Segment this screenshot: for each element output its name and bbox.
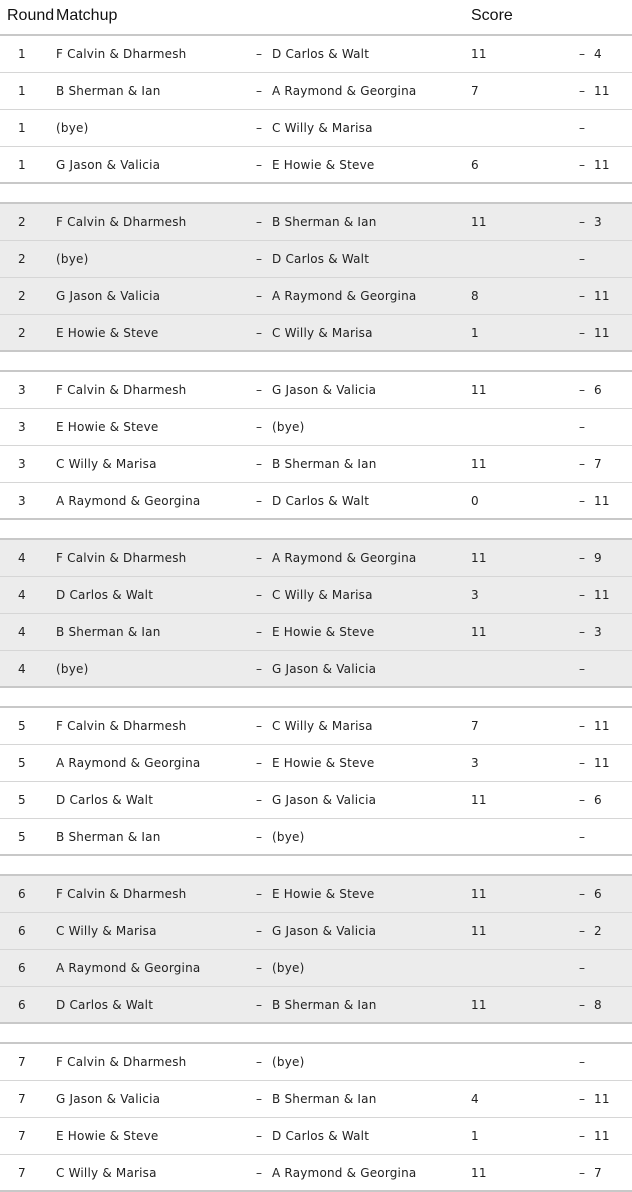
round-cell: 3: [18, 494, 26, 508]
score-separator: –: [579, 625, 586, 639]
score-b-cell: 11: [594, 158, 610, 172]
team-b-cell: B Sherman & Ian: [272, 457, 377, 471]
matchup-separator: –: [256, 494, 263, 508]
table-row: [0, 446, 632, 483]
score-a-cell: 11: [471, 551, 487, 565]
table-row: [0, 315, 632, 352]
team-a-cell: D Carlos & Walt: [56, 998, 154, 1012]
table-row: [0, 409, 632, 446]
score-separator: –: [579, 1129, 586, 1143]
team-a-cell: A Raymond & Georgina: [56, 756, 201, 770]
team-a-cell: F Calvin & Dharmesh: [56, 383, 187, 397]
team-a-cell: D Carlos & Walt: [56, 793, 154, 807]
score-b-cell: 11: [594, 756, 610, 770]
score-separator: –: [579, 326, 586, 340]
score-a-cell: 0: [471, 494, 479, 508]
team-a-cell: A Raymond & Georgina: [56, 961, 201, 975]
table-row: [0, 483, 632, 520]
score-separator: –: [579, 84, 586, 98]
team-a-cell: D Carlos & Walt: [56, 588, 154, 602]
team-a-cell: A Raymond & Georgina: [56, 494, 201, 508]
score-a-cell: 3: [471, 588, 479, 602]
round-group: [0, 202, 632, 352]
score-separator: –: [579, 121, 586, 135]
team-a-cell: C Willy & Marisa: [56, 924, 157, 938]
table-row: [0, 1081, 632, 1118]
score-b-cell: 6: [594, 383, 602, 397]
team-a-cell: G Jason & Valicia: [56, 1092, 161, 1106]
matchup-separator: –: [256, 121, 263, 135]
team-a-cell: F Calvin & Dharmesh: [56, 47, 187, 61]
schedule-table: [0, 34, 632, 1192]
team-b-cell: (bye): [272, 1055, 305, 1069]
score-a-cell: 11: [471, 924, 487, 938]
team-a-cell: E Howie & Steve: [56, 420, 159, 434]
score-b-cell: 11: [594, 289, 610, 303]
score-a-cell: 11: [471, 1166, 487, 1180]
table-row: [0, 1118, 632, 1155]
team-b-cell: C Willy & Marisa: [272, 121, 373, 135]
team-b-cell: (bye): [272, 830, 305, 844]
table-row: [0, 651, 632, 688]
score-b-cell: 11: [594, 588, 610, 602]
matchup-separator: –: [256, 551, 263, 565]
round-cell: 1: [18, 121, 26, 135]
score-a-cell: 11: [471, 47, 487, 61]
matchup-separator: –: [256, 1129, 263, 1143]
score-a-cell: 11: [471, 793, 487, 807]
table-row: [0, 36, 632, 73]
round-column-header: Round: [7, 7, 55, 24]
matchup-separator: –: [256, 830, 263, 844]
team-a-cell: C Willy & Marisa: [56, 457, 157, 471]
score-separator: –: [579, 756, 586, 770]
table-row: [0, 577, 632, 614]
table-row: [0, 540, 632, 577]
matchup-column-header: Matchup: [56, 7, 118, 24]
team-b-cell: A Raymond & Georgina: [272, 84, 417, 98]
round-cell: 6: [18, 961, 26, 975]
matchup-separator: –: [256, 887, 263, 901]
score-a-cell: 6: [471, 158, 479, 172]
team-b-cell: E Howie & Steve: [272, 887, 375, 901]
team-a-cell: G Jason & Valicia: [56, 158, 161, 172]
table-row: [0, 110, 632, 147]
score-separator: –: [579, 961, 586, 975]
matchup-separator: –: [256, 457, 263, 471]
round-spacer: [0, 352, 632, 370]
matchup-separator: –: [256, 215, 263, 229]
score-separator: –: [579, 47, 586, 61]
score-separator: –: [579, 662, 586, 676]
matchup-separator: –: [256, 961, 263, 975]
matchup-separator: –: [256, 1166, 263, 1180]
matchup-separator: –: [256, 588, 263, 602]
score-a-cell: 3: [471, 756, 479, 770]
score-separator: –: [579, 383, 586, 397]
table-row: [0, 1044, 632, 1081]
score-a-cell: 11: [471, 625, 487, 639]
score-column-header: Score: [471, 7, 513, 24]
table-row: [0, 147, 632, 184]
matchup-separator: –: [256, 793, 263, 807]
round-group: [0, 706, 632, 856]
team-b-cell: D Carlos & Walt: [272, 494, 370, 508]
team-b-cell: E Howie & Steve: [272, 158, 375, 172]
score-separator: –: [579, 1055, 586, 1069]
score-b-cell: 11: [594, 1092, 610, 1106]
team-b-cell: A Raymond & Georgina: [272, 1166, 417, 1180]
table-row: [0, 614, 632, 651]
score-a-cell: 11: [471, 887, 487, 901]
round-cell: 3: [18, 383, 26, 397]
score-b-cell: 3: [594, 215, 602, 229]
team-a-cell: B Sherman & Ian: [56, 625, 161, 639]
score-a-cell: 4: [471, 1092, 479, 1106]
score-separator: –: [579, 1166, 586, 1180]
score-separator: –: [579, 924, 586, 938]
team-a-cell: F Calvin & Dharmesh: [56, 215, 187, 229]
round-group: [0, 538, 632, 688]
table-row: [0, 876, 632, 913]
score-separator: –: [579, 457, 586, 471]
team-a-cell: (bye): [56, 662, 89, 676]
round-cell: 6: [18, 887, 26, 901]
table-row: [0, 708, 632, 745]
score-a-cell: 1: [471, 326, 479, 340]
team-b-cell: C Willy & Marisa: [272, 588, 373, 602]
team-b-cell: B Sherman & Ian: [272, 1092, 377, 1106]
score-a-cell: 7: [471, 84, 479, 98]
round-cell: 3: [18, 457, 26, 471]
round-cell: 5: [18, 756, 26, 770]
round-spacer: [0, 688, 632, 706]
round-cell: 2: [18, 289, 26, 303]
round-group: [0, 874, 632, 1024]
score-b-cell: 3: [594, 625, 602, 639]
matchup-separator: –: [256, 719, 263, 733]
score-b-cell: 6: [594, 793, 602, 807]
matchup-separator: –: [256, 1055, 263, 1069]
round-cell: 3: [18, 420, 26, 434]
team-a-cell: (bye): [56, 121, 89, 135]
score-separator: –: [579, 289, 586, 303]
matchup-separator: –: [256, 420, 263, 434]
score-b-cell: 4: [594, 47, 602, 61]
round-cell: 6: [18, 998, 26, 1012]
score-a-cell: 11: [471, 998, 487, 1012]
score-b-cell: 8: [594, 998, 602, 1012]
team-a-cell: C Willy & Marisa: [56, 1166, 157, 1180]
round-cell: 4: [18, 588, 26, 602]
score-b-cell: 7: [594, 457, 602, 471]
team-b-cell: G Jason & Valicia: [272, 793, 377, 807]
team-b-cell: G Jason & Valicia: [272, 924, 377, 938]
round-cell: 1: [18, 47, 26, 61]
round-cell: 7: [18, 1092, 26, 1106]
table-row: [0, 241, 632, 278]
matchup-separator: –: [256, 47, 263, 61]
round-spacer: [0, 1024, 632, 1042]
team-b-cell: E Howie & Steve: [272, 756, 375, 770]
table-row: [0, 204, 632, 241]
score-separator: –: [579, 887, 586, 901]
matchup-separator: –: [256, 1092, 263, 1106]
team-b-cell: (bye): [272, 961, 305, 975]
round-spacer: [0, 184, 632, 202]
team-a-cell: F Calvin & Dharmesh: [56, 887, 187, 901]
round-cell: 7: [18, 1166, 26, 1180]
team-b-cell: B Sherman & Ian: [272, 215, 377, 229]
matchup-separator: –: [256, 998, 263, 1012]
team-b-cell: G Jason & Valicia: [272, 662, 377, 676]
score-a-cell: 8: [471, 289, 479, 303]
score-a-cell: 11: [471, 457, 487, 471]
score-b-cell: 2: [594, 924, 602, 938]
round-cell: 2: [18, 326, 26, 340]
score-separator: –: [579, 588, 586, 602]
score-separator: –: [579, 1092, 586, 1106]
round-group: [0, 1042, 632, 1192]
score-b-cell: 7: [594, 1166, 602, 1180]
score-b-cell: 11: [594, 719, 610, 733]
score-b-cell: 9: [594, 551, 602, 565]
round-cell: 4: [18, 625, 26, 639]
matchup-separator: –: [256, 383, 263, 397]
matchup-separator: –: [256, 625, 263, 639]
team-b-cell: D Carlos & Walt: [272, 47, 370, 61]
score-a-cell: 11: [471, 215, 487, 229]
team-b-cell: A Raymond & Georgina: [272, 289, 417, 303]
matchup-separator: –: [256, 662, 263, 676]
team-a-cell: B Sherman & Ian: [56, 84, 161, 98]
score-a-cell: 1: [471, 1129, 479, 1143]
score-b-cell: 6: [594, 887, 602, 901]
team-a-cell: F Calvin & Dharmesh: [56, 551, 187, 565]
round-cell: 2: [18, 252, 26, 266]
round-group: [0, 370, 632, 520]
score-separator: –: [579, 551, 586, 565]
table-row: [0, 745, 632, 782]
score-separator: –: [579, 252, 586, 266]
table-row: [0, 987, 632, 1024]
table-row: [0, 278, 632, 315]
table-row: [0, 372, 632, 409]
score-separator: –: [579, 793, 586, 807]
round-spacer: [0, 856, 632, 874]
matchup-separator: –: [256, 158, 263, 172]
round-cell: 4: [18, 551, 26, 565]
round-cell: 1: [18, 84, 26, 98]
team-b-cell: D Carlos & Walt: [272, 252, 370, 266]
round-cell: 7: [18, 1129, 26, 1143]
table-row: [0, 73, 632, 110]
score-separator: –: [579, 998, 586, 1012]
team-a-cell: F Calvin & Dharmesh: [56, 1055, 187, 1069]
round-group: [0, 34, 632, 184]
table-row: [0, 1155, 632, 1192]
team-a-cell: (bye): [56, 252, 89, 266]
team-b-cell: E Howie & Steve: [272, 625, 375, 639]
team-a-cell: E Howie & Steve: [56, 1129, 159, 1143]
team-a-cell: G Jason & Valicia: [56, 289, 161, 303]
team-a-cell: B Sherman & Ian: [56, 830, 161, 844]
team-b-cell: B Sherman & Ian: [272, 998, 377, 1012]
team-a-cell: E Howie & Steve: [56, 326, 159, 340]
table-row: [0, 782, 632, 819]
round-cell: 5: [18, 830, 26, 844]
team-b-cell: D Carlos & Walt: [272, 1129, 370, 1143]
matchup-separator: –: [256, 84, 263, 98]
score-separator: –: [579, 215, 586, 229]
round-cell: 2: [18, 215, 26, 229]
round-cell: 7: [18, 1055, 26, 1069]
score-separator: –: [579, 830, 586, 844]
table-row: [0, 950, 632, 987]
score-b-cell: 11: [594, 494, 610, 508]
score-separator: –: [579, 420, 586, 434]
table-row: [0, 913, 632, 950]
round-cell: 4: [18, 662, 26, 676]
team-b-cell: (bye): [272, 420, 305, 434]
round-cell: 5: [18, 719, 26, 733]
round-cell: 1: [18, 158, 26, 172]
team-b-cell: A Raymond & Georgina: [272, 551, 417, 565]
matchup-separator: –: [256, 289, 263, 303]
score-separator: –: [579, 494, 586, 508]
team-a-cell: F Calvin & Dharmesh: [56, 719, 187, 733]
score-b-cell: 11: [594, 326, 610, 340]
score-a-cell: 7: [471, 719, 479, 733]
round-cell: 6: [18, 924, 26, 938]
score-separator: –: [579, 158, 586, 172]
team-b-cell: G Jason & Valicia: [272, 383, 377, 397]
score-b-cell: 11: [594, 84, 610, 98]
round-spacer: [0, 520, 632, 538]
team-b-cell: C Willy & Marisa: [272, 326, 373, 340]
score-a-cell: 11: [471, 383, 487, 397]
score-separator: –: [579, 719, 586, 733]
table-header: [0, 0, 632, 34]
matchup-separator: –: [256, 252, 263, 266]
round-cell: 5: [18, 793, 26, 807]
matchup-separator: –: [256, 924, 263, 938]
matchup-separator: –: [256, 326, 263, 340]
score-b-cell: 11: [594, 1129, 610, 1143]
team-b-cell: C Willy & Marisa: [272, 719, 373, 733]
matchup-separator: –: [256, 756, 263, 770]
table-row: [0, 819, 632, 856]
